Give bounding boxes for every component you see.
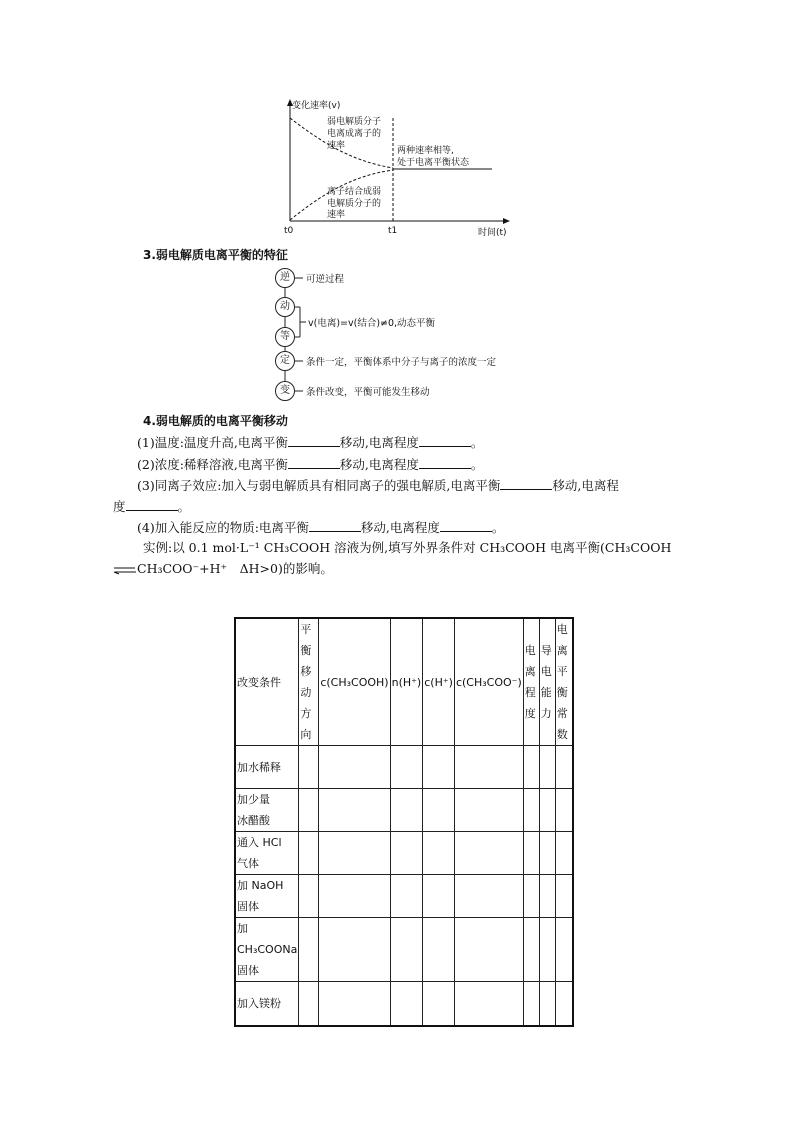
feature-bian-desc: 条件改变，平衡可能发生移动 xyxy=(306,387,430,398)
section3-title: 3.弱电解质电离平衡的特征 xyxy=(143,248,288,262)
origin-label: t0 xyxy=(284,226,294,236)
header-n-h: n(H⁺) xyxy=(390,618,423,746)
answer-blank[interactable] xyxy=(126,499,178,511)
row-label: 加水稀释 xyxy=(235,746,299,789)
answer-blank[interactable] xyxy=(419,435,471,447)
feature-ding-desc: 条件一定，平衡体系中分子与离子的浓度一定 xyxy=(306,357,497,368)
equilibrium-arrow-icon xyxy=(113,565,137,575)
row-label: 加 CH₃COONa 固体 xyxy=(235,918,299,982)
equilibrium-features-diagram xyxy=(270,267,570,407)
equilibrium-shift-table xyxy=(234,617,574,1027)
rate-time-graph xyxy=(280,96,520,236)
table-header-row xyxy=(235,618,573,746)
table-row xyxy=(235,982,573,1026)
answer-blank[interactable] xyxy=(309,520,361,532)
answer-blank[interactable] xyxy=(419,457,471,469)
x-axis-label: 时间(t) xyxy=(478,228,507,236)
paragraph-common-ion: (3)同离子效应:加入与弱电解质具有相同离子的强电解质,电离平衡 移动,电离程 xyxy=(137,478,619,493)
answer-blank[interactable] xyxy=(288,457,340,469)
feature-ni-desc: 可逆过程 xyxy=(306,274,345,285)
lower-curve-label-2: 电解质分子的 xyxy=(327,199,382,209)
table-row xyxy=(235,875,573,918)
header-equilibrium-constant: 电离平衡常数 xyxy=(555,618,573,746)
y-axis-label: 变化速率(v) xyxy=(292,101,341,111)
t1-label: t1 xyxy=(388,226,398,236)
header-conductivity: 导电能力 xyxy=(539,618,555,746)
answer-blank[interactable] xyxy=(500,478,552,490)
example-line-2: CH₃COO⁻+H⁺ ΔH>0)的影响。 xyxy=(113,559,333,577)
paragraph-common-ion-cont: 度 。 xyxy=(113,499,191,514)
lower-curve-label-3: 速率 xyxy=(327,210,346,220)
lower-curve-label-1: 离子结合成弱 xyxy=(327,187,382,197)
row-label: 加 NaOH 固体 xyxy=(235,875,299,918)
header-c-h: c(H⁺) xyxy=(423,618,455,746)
equal-note-1: 两种速率相等, xyxy=(397,146,454,156)
upper-curve-label-1: 弱电解质分子 xyxy=(327,117,382,127)
table-row xyxy=(235,918,573,982)
header-shift-direction: 平衡移动方向 xyxy=(299,618,319,746)
header-c-ch3coo: c(CH₃COO⁻) xyxy=(454,618,523,746)
header-c-ch3cooh: c(CH₃COOH) xyxy=(319,618,390,746)
feature-dong-deng-desc: v(电离)=v(结合)≠0,动态平衡 xyxy=(308,318,436,329)
header-condition: 改变条件 xyxy=(235,618,299,746)
equal-note-2: 处于电离平衡状态 xyxy=(397,158,470,168)
feature-bian: 变 xyxy=(275,381,295,401)
header-ionization-degree: 电离程度 xyxy=(523,618,539,746)
paragraph-concentration: (2)浓度:稀释溶液,电离平衡 移动,电离程度 。 xyxy=(137,457,484,472)
section4-title: 4.弱电解质的电离平衡移动 xyxy=(143,414,288,428)
upper-curve-label-2: 电离成离子的 xyxy=(327,129,382,139)
feature-ni: 逆 xyxy=(275,268,295,288)
feature-ding: 定 xyxy=(275,351,295,371)
feature-dong: 动 xyxy=(275,297,295,317)
answer-blank[interactable] xyxy=(440,520,492,532)
upper-curve-label-3: 速率 xyxy=(327,141,346,151)
answer-blank[interactable] xyxy=(288,435,340,447)
table-row xyxy=(235,832,573,875)
row-label: 加少量 冰醋酸 xyxy=(235,789,299,832)
row-label: 通入 HCl 气体 xyxy=(235,832,299,875)
x-axis-arrow xyxy=(503,218,510,224)
row-label: 加入镁粉 xyxy=(235,982,299,1026)
table-row xyxy=(235,746,573,789)
table-row xyxy=(235,789,573,832)
example-line-1: 实例:以 0.1 mol·L⁻¹ CH₃COOH 溶液为例,填写外界条件对 CH₃COOH 电离平衡(CH₃COOH xyxy=(143,540,672,555)
feature-deng: 等 xyxy=(275,327,295,347)
paragraph-reactive-substance: (4)加入能反应的物质:电离平衡 移动,电离程度 。 xyxy=(137,520,505,535)
paragraph-temperature: (1)温度:温度升高,电离平衡 移动,电离程度 。 xyxy=(137,435,484,450)
